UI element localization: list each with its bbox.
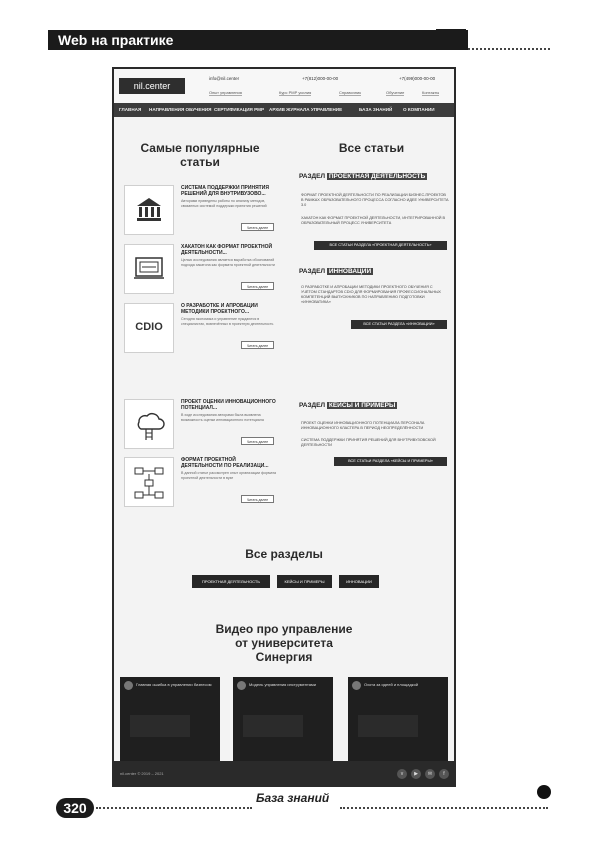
- video-title: Охота за идеей и площадкой: [364, 682, 419, 687]
- section-tag[interactable]: ИННОВАЦИИ: [328, 268, 372, 275]
- videos-title-line3: Синергия: [255, 650, 313, 664]
- video-card[interactable]: [120, 677, 220, 761]
- main-menu: [114, 103, 454, 117]
- card-description: Целью исследования является выработка обоснований подхода хакатона как формата проектной деятельности: [181, 258, 275, 267]
- website-screenshot: [112, 67, 456, 787]
- menu-item-archive[interactable]: АРХИВ ЖУРНАЛА УПРАВЛЕНИЕ: [269, 107, 343, 112]
- section-prefix: РАЗДЕЛ: [299, 173, 326, 180]
- card-title[interactable]: О РАЗРАБОТКЕ И АПРОБАЦИИ МЕТОДИКИ ПРОЕКТНОГО...: [181, 303, 258, 315]
- popular-card: [124, 457, 276, 507]
- flowchart-icon: [125, 458, 173, 506]
- contact-phone-1[interactable]: +7(812)000-00-00: [302, 76, 339, 81]
- section-prefix: РАЗДЕЛ: [299, 268, 326, 275]
- section-prefix: РАЗДЕЛ: [299, 402, 326, 409]
- section-heading: [299, 268, 373, 275]
- section-bullet[interactable]: ХАКАТОН КАК ФОРМАТ ПРОЕКТНОЙ ДЕЯТЕЛЬНОСТИ, ИНТЕГРИРОВАННОЙ В ОБРАЗОВАТЕЛЬНЫЙ ПРОЦЕСС УНИВЕРСИТЕТА: [301, 216, 446, 225]
- menu-item-home[interactable]: ГЛАВНАЯ: [119, 107, 142, 112]
- section-bullet[interactable]: ФОРМАТ ПРОЕКТНОЙ ДЕЯТЕЛЬНОСТИ ПО РЕАЛИЗАЦИИ БИЗНЕС-ПРОЕКТОВ В РАМКАХ ОБРАЗОВАТЕЛЬНОГО ПРОЦЕССА СОГЛАСНО ИДЕЕ УНИВЕРСИТЕТА 3.0: [301, 193, 449, 207]
- section-pill-cases[interactable]: КЕЙСЫ И ПРИМЕРЫ: [277, 575, 332, 588]
- section-bullet[interactable]: СИСТЕМА ПОДДЕРЖКИ ПРИНЯТИЯ РЕШЕНИЙ ДЛЯ ВНУТРИВУЗОВСКОЙ ДЕЯТЕЛЬНОСТИ: [301, 438, 436, 447]
- section-pill-projects[interactable]: ПРОЕКТНАЯ ДЕЯТЕЛЬНОСТЬ: [192, 575, 270, 588]
- card-thumbnail: [124, 399, 174, 449]
- subnav-link[interactable]: Опыт управления: [209, 90, 242, 95]
- section-heading: [299, 173, 427, 180]
- video-preview: [358, 715, 418, 737]
- section-tag[interactable]: ПРОЕКТНАЯ ДЕЯТЕЛЬНОСТЬ: [328, 173, 426, 180]
- popular-card: [124, 303, 276, 353]
- popular-card: [124, 185, 276, 235]
- card-thumbnail: [124, 303, 174, 353]
- card-description: Авторами приведены работы по анализу методов, связанных системой поддержки принятия решений: [181, 199, 267, 208]
- section-all-button[interactable]: ВСЕ СТАТЬИ РАЗДЕЛА «ИННОВАЦИИ»: [351, 320, 447, 329]
- read-more-button[interactable]: Читать далее: [241, 223, 274, 231]
- video-card[interactable]: [233, 677, 333, 761]
- section-bullet[interactable]: ПРОЕКТ ОЦЕНКИ ИННОВАЦИОННОГО ПОТЕНЦИАЛА ПЕРСОНАЛА ИННОВАЦИОННОГО КЛАСТЕРА В ПЕРИОД НЕОПРЕДЕЛЁННОСТИ: [301, 421, 425, 430]
- site-footer: [114, 761, 454, 787]
- card-thumbnail: [124, 185, 174, 235]
- facebook-icon[interactable]: f: [439, 769, 449, 779]
- videos-title: [114, 622, 454, 664]
- section-all-button[interactable]: ВСЕ СТАТЬИ РАЗДЕЛА «ПРОЕКТНАЯ ДЕЯТЕЛЬНОСТЬ»: [314, 241, 447, 250]
- videos-title-line1: Видео про управление: [215, 622, 353, 636]
- read-more-button[interactable]: Читать далее: [241, 341, 274, 349]
- channel-avatar: [237, 681, 246, 690]
- subnav-link[interactable]: Справочник: [339, 90, 361, 95]
- channel-avatar: [124, 681, 133, 690]
- copyright: nil.center © 2019 – 2021: [120, 771, 164, 776]
- card-title[interactable]: ХАКАТОН КАК ФОРМАТ ПРОЕКТНОЙ ДЕЯТЕЛЬНОСТИ...: [181, 244, 273, 256]
- card-title[interactable]: ПРОЕКТ ОЦЕНКИ ИННОВАЦИОННОГО ПОТЕНЦИАЛ...: [181, 399, 276, 411]
- card-thumbnail: [124, 457, 174, 507]
- card-title[interactable]: СИСТЕМА ПОДДЕРЖКИ ПРИНЯТИЯ РЕШЕНИЙ ДЛЯ ВНУТРИВУЗОВО...: [181, 185, 269, 197]
- menu-item-courses[interactable]: НАПРАВЛЕНИЯ ОБУЧЕНИЯ: [149, 107, 212, 112]
- cloud-ladder-icon: [125, 400, 173, 448]
- contact-email[interactable]: info@nil.center: [209, 76, 240, 81]
- section-bullet[interactable]: О РАЗРАБОТКЕ И АПРОБАЦИИ МЕТОДИКИ ПРОЕКТНОГО ОБУЧЕНИЯ С УЧЁТОМ СТАНДАРТОВ CDIO ДЛЯ ФОРМИРОВАНИЯ ПРОФЕССИОНАЛЬНЫХ КОМПЕТЕНЦИЙ ВЫПУСКНИКОВ ПО НАПРАВЛЕНИЮ ПОДГОТОВКИ «ИННОВАТИКА»: [301, 285, 441, 304]
- all-sections-title: Все разделы: [245, 547, 323, 561]
- header-accent-bar: [436, 29, 466, 32]
- popular-card: [124, 244, 276, 294]
- card-thumbnail: [124, 244, 174, 294]
- page-number: 320: [56, 798, 94, 818]
- section-heading: [299, 402, 397, 409]
- site-header: [114, 69, 454, 103]
- section-pill-innovations[interactable]: ИННОВАЦИИ: [339, 575, 379, 588]
- menu-item-knowledge[interactable]: БАЗА ЗНАНИЙ: [359, 107, 393, 112]
- popular-title-line1: Самые популярные: [140, 141, 260, 155]
- subnav-link[interactable]: Обучение: [386, 90, 405, 95]
- vk-icon[interactable]: v: [397, 769, 407, 779]
- popular-title-line2: статьи: [180, 155, 220, 169]
- menu-item-pmp[interactable]: СЕРТИФИКАЦИЯ PMP: [214, 107, 265, 112]
- videos-title-line2: от университета: [235, 636, 333, 650]
- contact-phone-2[interactable]: +7(499)000-00-00: [399, 76, 436, 81]
- card-description: В ходе исследования авторами была выявлена возможность оценки инновационного потенциала: [181, 413, 264, 422]
- read-more-button[interactable]: Читать далее: [241, 495, 274, 503]
- card-description: В данной статье рассмотрен опыт организации формата проектной деятельности в вузе: [181, 471, 276, 480]
- card-description: Сегодня экономика и управление нуждаются в специалистах, вовлечённых в проектную деятельность: [181, 317, 274, 326]
- book-running-header: Web на практике: [48, 30, 468, 50]
- video-card[interactable]: [348, 677, 448, 761]
- video-title: Главная ошибка в управлении бизнесом: [136, 682, 212, 687]
- popular-card: [124, 399, 276, 449]
- cdio-logo: CDIO: [135, 321, 163, 333]
- site-logo[interactable]: nil.center: [119, 78, 185, 94]
- video-preview: [130, 715, 190, 737]
- menu-item-about[interactable]: О КОМПАНИИ: [403, 107, 435, 112]
- footer-dotted-rule-left: [96, 807, 252, 809]
- subnav-link[interactable]: Контакты: [422, 90, 440, 95]
- popular-title: [124, 141, 276, 169]
- youtube-icon[interactable]: ▶: [411, 769, 421, 779]
- bank-icon: [125, 186, 173, 234]
- channel-avatar: [352, 681, 361, 690]
- all-articles-title: Все статьи: [338, 141, 405, 155]
- section-all-button[interactable]: ВСЕ СТАТЬИ РАЗДЕЛА «КЕЙСЫ И ПРИМЕРЫ»: [334, 457, 447, 466]
- video-title: Модель управления инструментами: [249, 682, 316, 687]
- book-section-title: База знаний: [256, 791, 330, 805]
- header-dotted-rule: [468, 48, 550, 50]
- footer-dotted-rule-right: [340, 807, 548, 809]
- video-preview: [243, 715, 303, 737]
- card-title[interactable]: ФОРМАТ ПРОЕКТНОЙ ДЕЯТЕЛЬНОСТИ ПО РЕАЛИЗАЦИ...: [181, 457, 269, 469]
- decorative-dot: [537, 785, 551, 799]
- certificate-icon: [125, 245, 173, 293]
- read-more-button[interactable]: Читать далее: [241, 437, 274, 445]
- subnav-link[interactable]: Курс PMP усилия: [279, 90, 312, 95]
- read-more-button[interactable]: Читать далее: [241, 282, 274, 290]
- mail-icon[interactable]: ✉: [425, 769, 435, 779]
- section-tag[interactable]: КЕЙСЫ И ПРИМЕРЫ: [328, 402, 396, 409]
